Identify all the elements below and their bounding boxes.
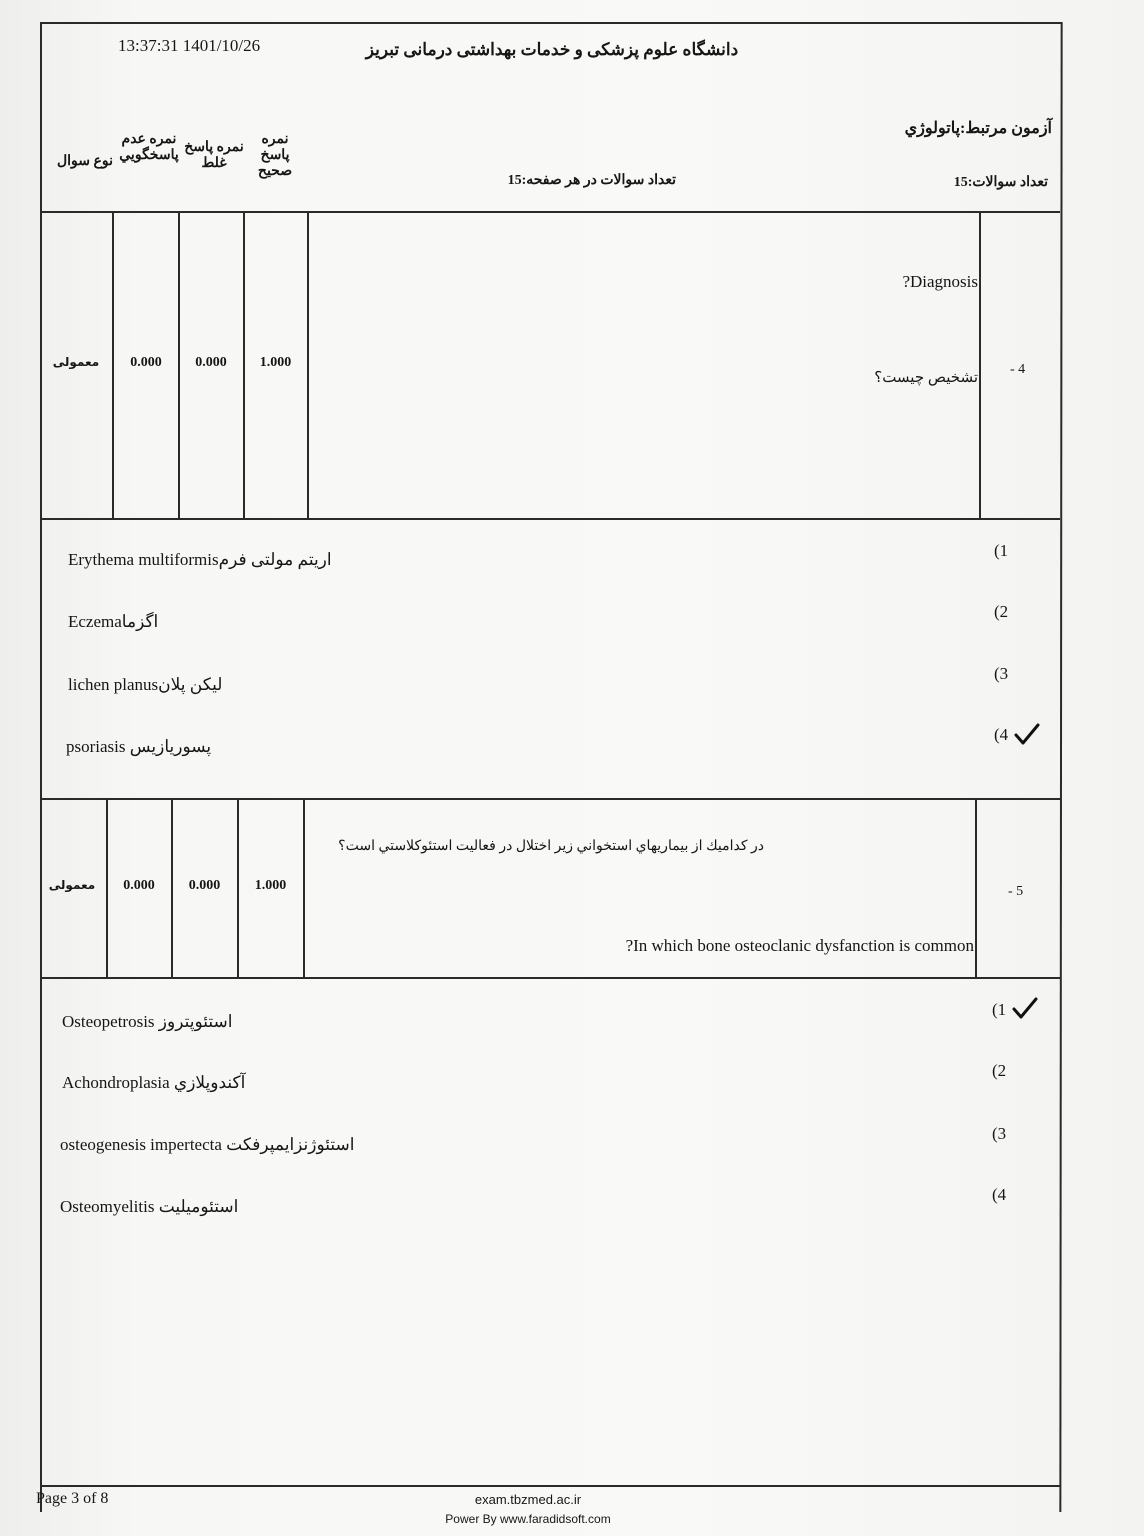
- col-correct-header: نمره پاسخ صحيح: [257, 132, 293, 179]
- q4-text-fa: تشخیص چیست؟: [874, 370, 978, 386]
- q4-option-4-text: پسوریازیس psoriasis: [66, 737, 212, 756]
- footer-powered: Power By www.faradidsoft.com: [445, 1512, 611, 1526]
- q5-type: معمولی: [48, 878, 96, 892]
- q4-correct-score: 1.000: [259, 355, 292, 370]
- q5-bottom-line: [40, 977, 1060, 979]
- q5-option-4-text: استئومیلیت Osteomyelitis: [60, 1197, 239, 1216]
- checkmark-icon: [1012, 996, 1038, 1020]
- q4-number: - 4: [1010, 362, 1026, 377]
- q5-col-line: [975, 799, 977, 977]
- exam-title: آزمون مرتبط:پاتولوژي: [904, 120, 1052, 137]
- questions-per-page: تعداد سوالات در هر صفحه:15: [507, 173, 676, 188]
- q5-number: - 5: [1008, 884, 1024, 899]
- frame-left: [40, 22, 42, 1512]
- q4-option-1-text: اریتم مولتی فرمErythema multiformis: [68, 550, 332, 569]
- frame-top: [40, 22, 1062, 24]
- q4-bottom-line: [40, 518, 1060, 520]
- q4-no-answer-score: 0.000: [130, 355, 162, 370]
- q4-option-3-text: لیکن پلانlichen planus: [68, 675, 223, 694]
- print-datetime: 13:37:31 1401/10/26: [118, 36, 261, 55]
- frame-bottom: [40, 1485, 1060, 1487]
- q4-col-line: [979, 212, 981, 518]
- col-no-answer-header: نمره عدم پاسخگويي: [119, 132, 179, 163]
- q5-option-4-num: (4: [992, 1185, 1007, 1204]
- q4-option-3-num: (3: [994, 664, 1009, 683]
- q4-wrong-score: 0.000: [195, 355, 227, 370]
- q5-option-2-text: آکندوپلازي Achondroplasia: [62, 1073, 246, 1092]
- q4-option-2-text: اگزماEczema: [68, 612, 159, 631]
- q5-top-line: [40, 798, 1060, 800]
- frame-right: [1059, 22, 1062, 1512]
- col-type-header: نوع سوال: [56, 154, 113, 169]
- checkmark-icon: [1014, 722, 1040, 746]
- q4-top-line: [40, 211, 1060, 213]
- q4-option-1-num: (1: [994, 541, 1009, 560]
- q5-text-fa: در كداميك از بيماريهاي استخواني زير اختلال در فعاليت استئوكلاستي است؟: [338, 839, 764, 854]
- q5-no-answer-score: 0.000: [123, 878, 155, 893]
- q5-option-3-num: (3: [992, 1124, 1007, 1143]
- footer-site: exam.tbzmed.ac.ir: [474, 1492, 582, 1507]
- q5-option-2-num: (2: [992, 1061, 1007, 1080]
- page-number: Page 3 of 8: [36, 1490, 109, 1507]
- q5-col-line: [303, 799, 305, 977]
- q5-option-1-text: استئوپتروز Osteopetrosis: [62, 1012, 233, 1031]
- q4-type: معمولی: [52, 355, 100, 369]
- q4-option-2-num: (2: [994, 602, 1009, 621]
- total-questions: تعداد سوالات:15: [953, 175, 1048, 190]
- q5-correct-score: 1.000: [254, 878, 287, 893]
- q4-text-en: ?Diagnosis: [902, 272, 978, 291]
- q5-option-3-text: استئوژنزایمپرفکت osteogenesis impertecta: [60, 1135, 355, 1154]
- q5-option-1-num: (1: [992, 1000, 1007, 1019]
- col-wrong-header: نمره پاسخ غلط: [184, 140, 244, 171]
- university-title: دانشگاه علوم پزشکی و خدمات بهداشتی درمانی تبریز: [365, 40, 739, 59]
- q4-col-line: [307, 212, 309, 518]
- q5-text-en: ?In which bone osteoclanic dysfanction is common: [625, 936, 974, 955]
- q5-wrong-score: 0.000: [188, 878, 221, 893]
- q4-option-4-num: (4: [994, 725, 1009, 744]
